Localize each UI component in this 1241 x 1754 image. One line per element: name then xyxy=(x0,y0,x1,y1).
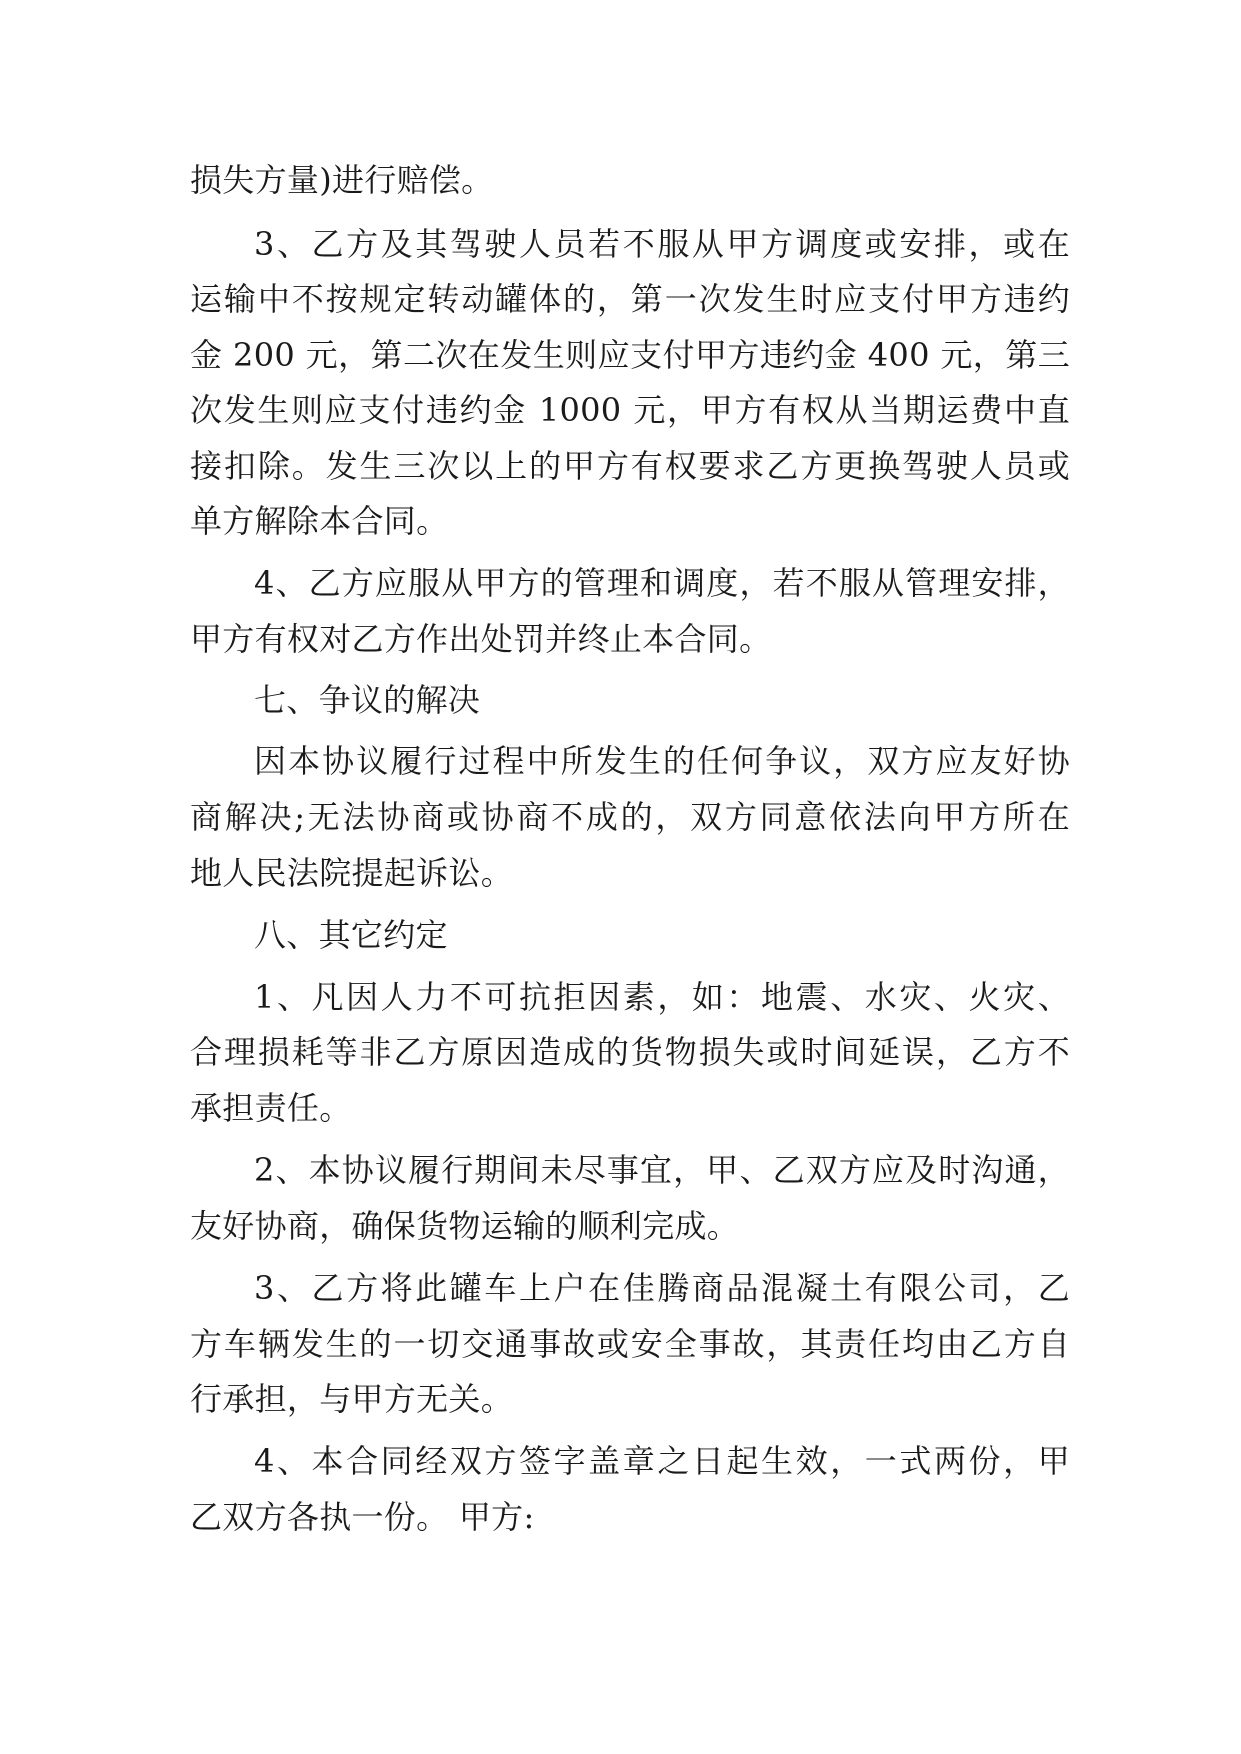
text-line: 金 200 元，第二次在发生则应支付甲方违约金 400 元，第三 xyxy=(190,336,1070,374)
text-line: 4、本合同经双方签字盖章之日起生效，一式两份，甲 xyxy=(254,1442,1070,1480)
text-line: 单方解除本合同。 xyxy=(190,502,449,540)
section-heading: 八、其它约定 xyxy=(254,916,448,954)
text-line: 合理损耗等非乙方原因造成的货物损失或时间延误，乙方不 xyxy=(190,1033,1070,1071)
text-line: 2、本协议履行期间未尽事宜，甲、乙双方应及时沟通， xyxy=(254,1151,1070,1189)
text-line: 因本协议履行过程中所发生的任何争议，双方应友好协 xyxy=(254,742,1070,780)
text-line: 乙双方各执一份。 甲方: xyxy=(190,1498,535,1536)
text-line: 4、乙方应服从甲方的管理和调度，若不服从管理安排， xyxy=(254,564,1070,602)
text-line: 甲方有权对乙方作出处罚并终止本合同。 xyxy=(190,620,772,658)
text-line: 运输中不按规定转动罐体的，第一次发生时应支付甲方违约 xyxy=(190,280,1070,318)
text-line: 友好协商，确保货物运输的顺利完成。 xyxy=(190,1207,740,1245)
text-line: 方车辆发生的一切交通事故或安全事故，其责任均由乙方自 xyxy=(190,1325,1070,1363)
text-line: 3、乙方将此罐车上户在佳腾商品混凝土有限公司，乙 xyxy=(254,1269,1070,1307)
text-line: 地人民法院提起诉讼。 xyxy=(190,854,514,892)
text-line: 接扣除。发生三次以上的甲方有权要求乙方更换驾驶人员或 xyxy=(190,447,1070,485)
text-line: 行承担，与甲方无关。 xyxy=(190,1380,514,1418)
text-line: 商解决;无法协商或协商不成的，双方同意依法向甲方所在 xyxy=(190,798,1070,836)
text-line: 承担责任。 xyxy=(190,1089,352,1127)
text-line: 损失方量)进行赔偿。 xyxy=(190,161,494,199)
text-line: 3、乙方及其驾驶人员若不服从甲方调度或安排，或在 xyxy=(254,225,1070,263)
section-heading: 七、争议的解决 xyxy=(254,681,481,719)
text-line: 1、凡因人力不可抗拒因素，如：地震、水灾、火灾、 xyxy=(254,978,1070,1016)
text-line: 次发生则应支付违约金 1000 元，甲方有权从当期运费中直 xyxy=(190,391,1070,429)
